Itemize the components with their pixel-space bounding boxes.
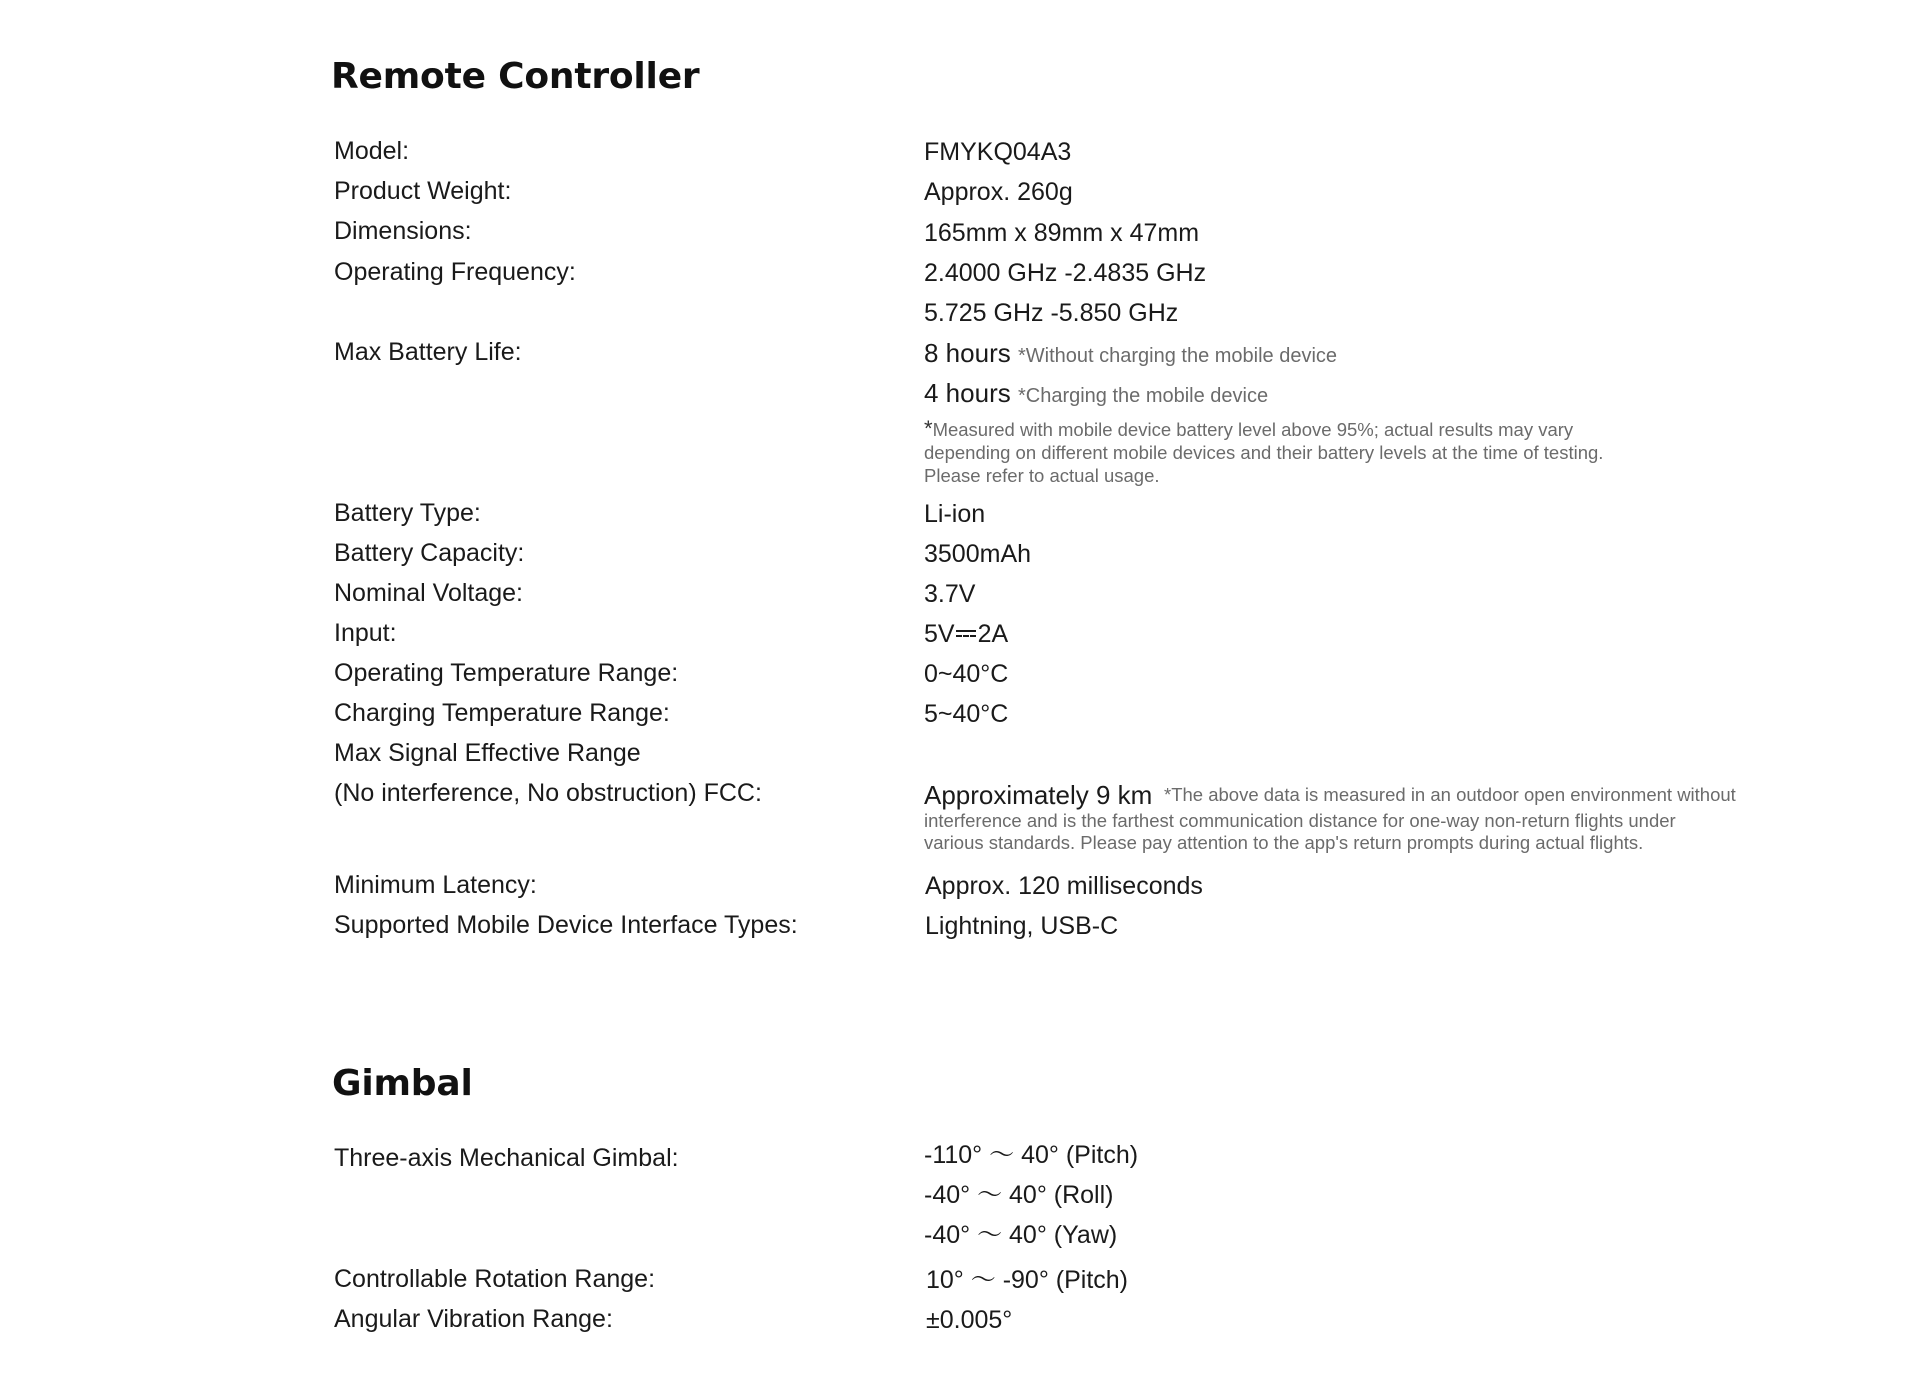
spec-value-charging-temp: 5~40°C (924, 700, 1009, 728)
signal-range-note-line-2: interference and is the farthest communication distance for one-way non-return flights under (924, 810, 1676, 831)
spec-value-battery-life-1 (924, 338, 1337, 371)
spec-value-rotation-range: 10° ～ -90° (Pitch) (926, 1266, 1129, 1294)
spec-value-operating-temp: 0~40°C (924, 660, 1009, 688)
spec-value-battery-type: Li-ion (924, 500, 986, 528)
spec-label-charging-temp: Charging Temperature Range: (334, 699, 670, 727)
spec-label-battery-life: Max Battery Life: (334, 338, 522, 366)
battery-life-footnote-line-1 (924, 417, 1603, 441)
spec-value-input (924, 619, 1008, 649)
spec-label-battery-type: Battery Type: (334, 499, 481, 527)
spec-label-mechanical-gimbal: Three-axis Mechanical Gimbal: (334, 1144, 679, 1172)
spec-label-operating-temp: Operating Temperature Range: (334, 659, 679, 687)
section-title-gimbal: Gimbal (332, 1063, 473, 1104)
section-title-remote-controller: Remote Controller (331, 56, 700, 97)
spec-label-input: Input: (334, 619, 397, 647)
signal-range-note-line-1: *The above data is measured in an outdoor open environment without (1164, 784, 1736, 805)
spec-label-rotation-range: Controllable Rotation Range: (334, 1265, 656, 1293)
spec-label-signal-range-line-2: (No interference, No obstruction) FCC: (334, 779, 762, 807)
spec-value-latency: Approx. 120 milliseconds (925, 872, 1203, 900)
signal-range-note-line-3: various standards. Please pay attention to the app's return prompts during actual flights. (924, 832, 1644, 853)
spec-value-weight: Approx. 260g (924, 178, 1073, 206)
spec-label-vibration-range: Angular Vibration Range: (334, 1305, 613, 1333)
spec-value-battery-capacity: 3500mAh (924, 540, 1032, 568)
spec-value-model: FMYKQ04A3 (924, 138, 1072, 166)
spec-label-signal-range-line-1: Max Signal Effective Range (334, 739, 641, 767)
spec-value-interface: Lightning, USB-C (925, 912, 1119, 940)
spec-label-battery-capacity: Battery Capacity: (334, 539, 525, 567)
footnote-star: * (924, 416, 933, 441)
spec-value-frequency-24: 2.4000 GHz -2.4835 GHz (924, 259, 1207, 287)
spec-value-dimensions: 165mm x 89mm x 47mm (924, 219, 1200, 247)
spec-label-nominal-voltage: Nominal Voltage: (334, 579, 524, 607)
spec-label-latency: Minimum Latency: (334, 871, 537, 899)
spec-value-yaw-range: -40° ～ 40° (Yaw) (924, 1221, 1118, 1249)
dc-symbol-icon (956, 628, 976, 640)
spec-value-pitch-range: -110° ～ 40° (Pitch) (924, 1141, 1139, 1169)
battery-life-hours-1: 8 hours (924, 338, 1011, 368)
spec-label-model: Model: (334, 137, 410, 165)
spec-value-battery-life-2 (924, 378, 1268, 411)
spec-value-roll-range: -40° ～ 40° (Roll) (924, 1181, 1114, 1209)
footnote-text-1: Measured with mobile device battery level above 95%; actual results may vary (932, 419, 1574, 440)
spec-value-vibration-range: ±0.005° (926, 1306, 1013, 1334)
spec-label-interface: Supported Mobile Device Interface Types: (334, 911, 798, 939)
battery-life-note-1: *Without charging the mobile device (1017, 345, 1338, 367)
battery-life-note-2: *Charging the mobile device (1017, 385, 1269, 407)
battery-life-hours-2: 4 hours (924, 378, 1011, 408)
spec-value-signal-range: Approximately 9 km (924, 780, 1153, 810)
battery-life-footnote-line-2: depending on different mobile devices and their battery levels at the time of testing. (924, 442, 1604, 463)
input-current: 2A (977, 620, 1009, 648)
battery-life-footnote (924, 417, 1603, 487)
spec-value-frequency-58: 5.725 GHz -5.850 GHz (924, 299, 1179, 327)
spec-value-nominal-voltage: 3.7V (924, 580, 976, 608)
spec-label-dimensions: Dimensions: (334, 217, 472, 245)
input-voltage: 5V (924, 620, 955, 648)
spec-label-weight: Product Weight: (334, 177, 512, 205)
spec-label-frequency: Operating Frequency: (334, 258, 576, 286)
battery-life-footnote-line-3: Please refer to actual usage. (924, 465, 1160, 486)
